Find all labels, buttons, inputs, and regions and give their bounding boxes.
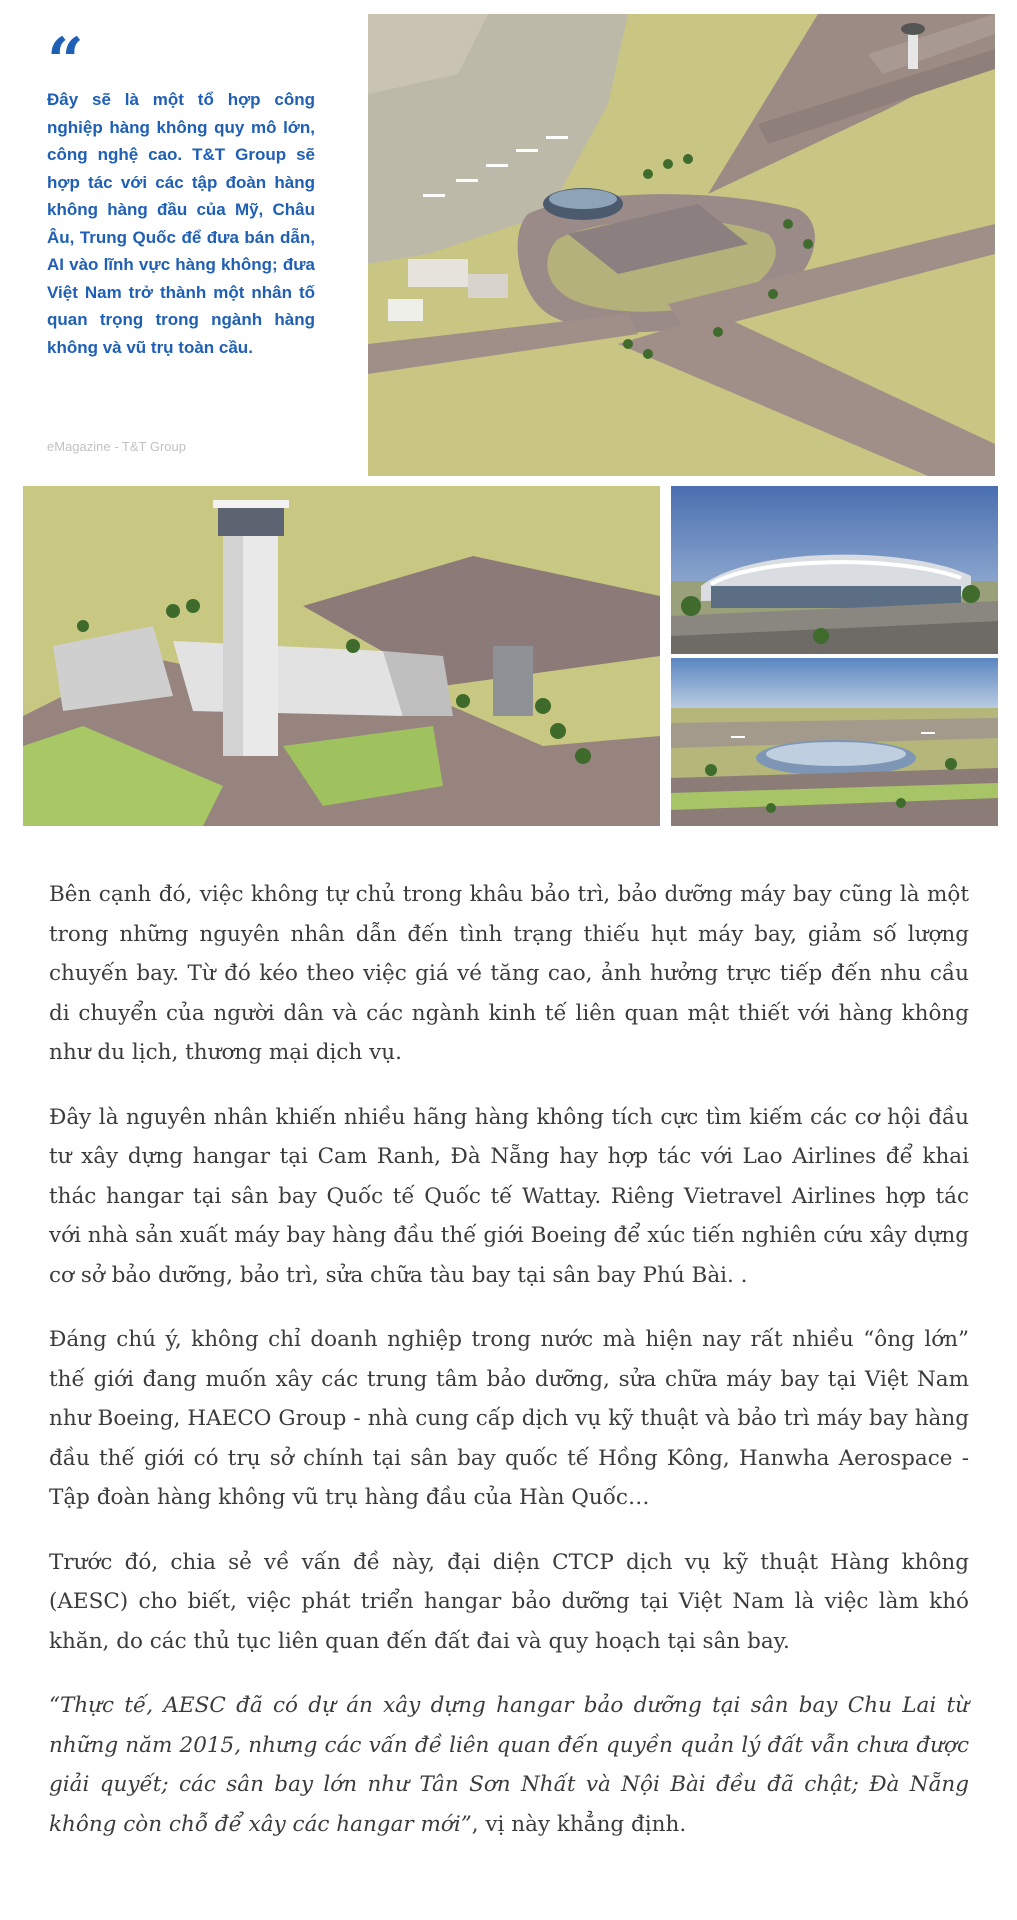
article-paragraph: Bên cạnh đó, việc không tự chủ trong khâu bảo trì, bảo dưỡng máy bay cũng là một trong những nguyên nhân dẫn đến tình trạng thiếu hụt máy bay, giảm số lượng chuyến bay. Từ đó kéo theo việc giá vé tăng cao, ảnh hưởng trực tiếp đến nhu cầu di chuyển của người dân và các ngành kinh tế liên quan mật thiết với hàng không như du lịch, thương mại dịch vụ. xyxy=(49,882,969,1065)
article-paragraph: Đáng chú ý, không chỉ doanh nghiệp trong nước mà hiện nay rất nhiều “ông lớn” thế giới đang muốn xây các trung tâm bảo dưỡng, sửa chữa máy bay tại Việt Nam như Boeing, HAECO Group - nhà cung cấp dịch vụ kỹ thuật và bảo trì máy bay hàng đầu thế giới có trụ sở chính tại sân bay quốc tế Hồng Kông, Hanwha Aerospace - Tập đoàn hàng không vũ trụ hàng đầu của Hàn Quốc… xyxy=(49,1327,969,1510)
control-tower-image xyxy=(23,486,660,826)
terminal-front-image xyxy=(671,486,998,654)
image-caption: eMagazine - T&T Group xyxy=(47,439,186,454)
pull-quote-text: Đây sẽ là một tổ hợp công nghiệp hàng không quy mô lớn, công nghệ cao. T&T Group sẽ hợp tác với các tập đoàn hàng không hàng đầu của Mỹ, Châu Âu, Trung Quốc để đưa bán dẫn, AI vào lĩnh vực hàng không; đưa Việt Nam trở thành một nhân tố quan trọng trong ngành hàng không và vũ trụ toàn cầu. xyxy=(47,90,315,357)
article-body xyxy=(49,875,969,1869)
airport-masterplan-image xyxy=(368,14,995,476)
article-paragraph: Đây là nguyên nhân khiến nhiều hãng hàng không tích cực tìm kiếm các cơ hội đầu tư xây dựng hangar tại Cam Ranh, Đà Nẵng hay hợp tác với Lao Airlines để khai thác hangar tại sân bay Quốc tế Quốc tế Wattay. Riêng Vietravel Airlines hợp tác với nhà sản xuất máy bay hàng đầu thế giới Boeing để xúc tiến nghiên cứu xây dựng cơ sở bảo dưỡng, bảo trì, sửa chữa tàu bay tại sân bay Phú Bài. . xyxy=(49,1104,969,1288)
quote-mark-icon: “ xyxy=(47,24,84,99)
terminal-aerial-image xyxy=(671,658,998,826)
article-paragraph: Trước đó, chia sẻ về vấn đề này, đại diện CTCP dịch vụ kỹ thuật Hàng không (AESC) cho biết, việc phát triển hangar bảo dưỡng tại Việt Nam là việc làm khó khăn, do các thủ tục liên quan đến đất đai và quy hoạch tại sân bay. xyxy=(49,1549,969,1654)
pull-quote xyxy=(47,24,315,361)
closing-quote-attribution: , vị này khẳng định. xyxy=(471,1811,687,1837)
closing-quote-paragraph xyxy=(49,1686,969,1844)
closing-quote: “Thực tế, AESC đã có dự án xây dựng hangar bảo dưỡng tại sân bay Chu Lai từ những năm 2015, nhưng các vấn đề liên quan đến quyền quản lý đất vẫn chưa được giải quyết; các sân bay lớn như Tân Sơn Nhất và Nội Bài đều đã chật; Đà Nẵng không còn chỗ để xây các hangar mới” xyxy=(49,1693,969,1837)
